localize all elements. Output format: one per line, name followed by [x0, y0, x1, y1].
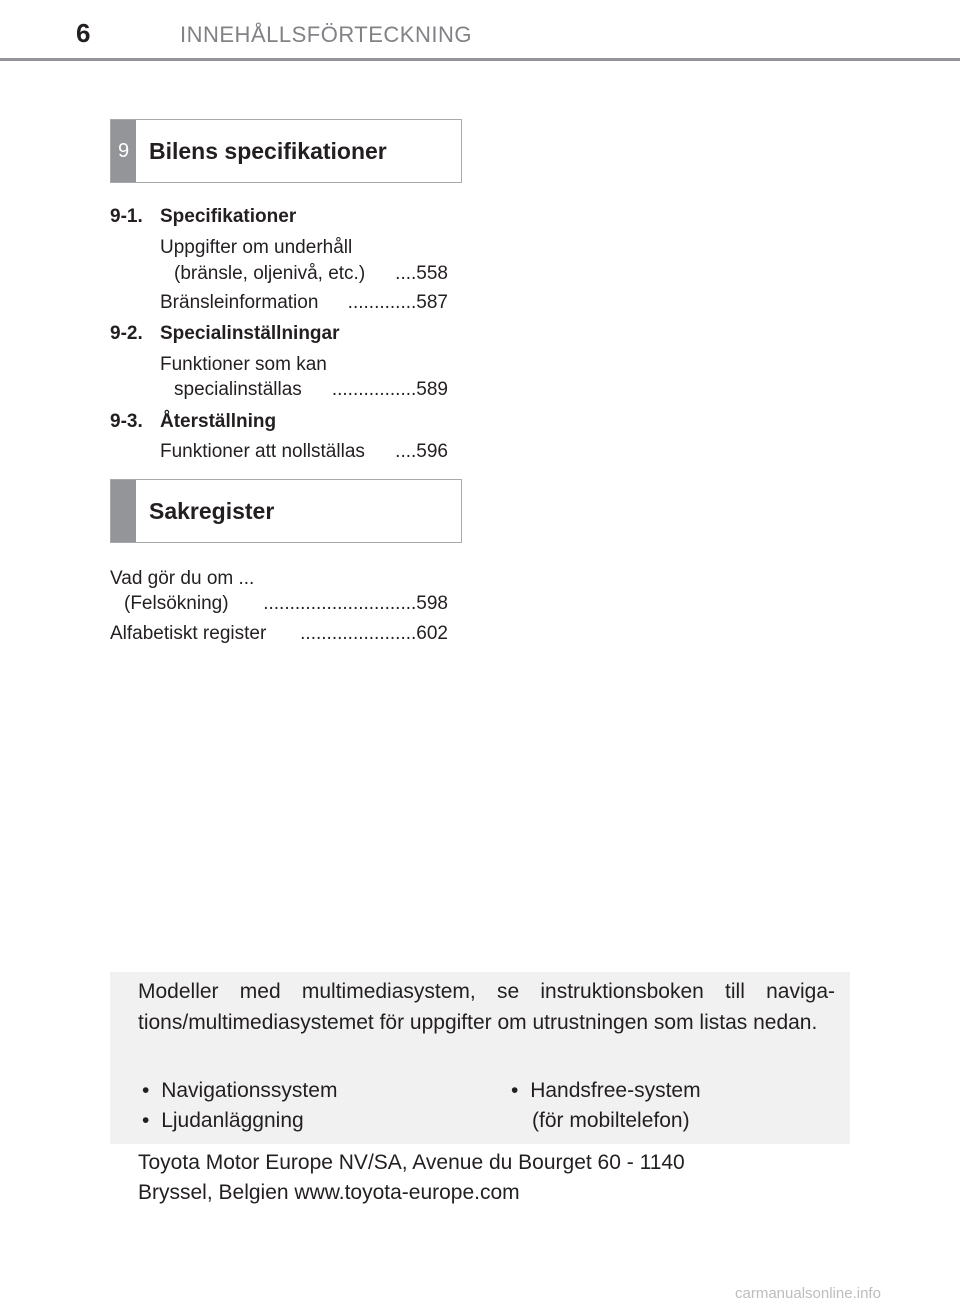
chapter-title: Specifikationer: [160, 206, 297, 227]
chapter-number: 9-1.: [110, 206, 143, 227]
chapter-title: Återställning: [160, 411, 277, 432]
toc-entry-text: specialinställas: [174, 379, 302, 400]
toc-entry-text: Funktioner att nollställas: [160, 441, 365, 462]
bullet-ljudanlaggning: [142, 1106, 304, 1136]
page-header: [0, 0, 960, 60]
header-rule: [0, 58, 960, 61]
toc-page-number: 596: [416, 441, 448, 462]
chapter-number: 9-2.: [110, 323, 143, 344]
bullet-text: Handsfree-system: [530, 1079, 701, 1102]
chapter-title: Specialinställningar: [160, 323, 340, 344]
chapter-9-3[interactable]: [110, 409, 460, 435]
section-tab: [111, 480, 136, 542]
toc-entry-text: Bränsleinformation: [160, 292, 319, 313]
toc-entry-line1: Vad gör du om ...: [110, 568, 255, 589]
section-number-tab: 9: [111, 120, 136, 182]
info-text: Modeller med multimediasystem, se instruktionsboken till naviga-tions/multimediasystemet för uppgifter om utrustningen som listas nedan.: [138, 980, 835, 1034]
toc-page-number: 602: [416, 623, 448, 644]
toc-page-number: 589: [416, 379, 448, 400]
toc-entry-line1: Funktioner som kan: [160, 354, 327, 375]
leader-dots: ......................: [300, 623, 417, 644]
bullet-mark: •: [511, 1079, 519, 1102]
leader-dots: ....: [395, 441, 417, 462]
index-heading: [110, 479, 462, 543]
bullet-text: Navigationssystem: [161, 1079, 338, 1102]
section-9-heading: [110, 119, 462, 183]
address-line-2: Bryssel, Belgien www.toyota-europe.com: [138, 1181, 520, 1204]
bullet-mark: •: [142, 1079, 150, 1102]
toc-entry-text: (Felsökning): [124, 593, 229, 614]
bullet-text: Ljudanläggning: [161, 1109, 304, 1132]
toc-entry-line1: Uppgifter om underhåll: [160, 237, 353, 258]
bullet-navigationssystem: [142, 1076, 337, 1106]
bullet-mark: •: [142, 1109, 150, 1132]
toc-entry-specialinstallas[interactable]: [174, 377, 448, 403]
toc-page-number: 558: [416, 263, 448, 284]
leader-dots: .............................: [263, 593, 417, 614]
info-box: [110, 972, 850, 1144]
page-number: 6: [76, 18, 91, 48]
publisher-address: [138, 1148, 685, 1208]
bullet-continuation: (för mobiltelefon): [532, 1109, 690, 1132]
toc-page-number: 587: [416, 292, 448, 313]
toc-entry-uppgifter[interactable]: [174, 261, 448, 287]
leader-dots: .............: [347, 292, 417, 313]
section-title: Bilens specifikationer: [149, 138, 387, 164]
toc-entry-nollstallas[interactable]: [160, 439, 448, 465]
toc-page-number: 598: [416, 593, 448, 614]
watermark: carmanualsonline.info: [735, 1285, 881, 1302]
section-title: Sakregister: [149, 498, 275, 524]
toc-entry-felsokning[interactable]: [124, 591, 448, 617]
toc-entry-alfabetiskt-register[interactable]: [110, 621, 448, 647]
toc-entry-text: Alfabetiskt register: [110, 623, 267, 644]
address-line-1: Toyota Motor Europe NV/SA, Avenue du Bourget 60 - 1140: [138, 1151, 685, 1174]
toc-entry-bransleinformation[interactable]: [160, 290, 448, 316]
bullet-handsfree-system: [511, 1076, 701, 1106]
header-title: INNEHÅLLSFÖRTECKNING: [180, 22, 472, 47]
leader-dots: ................: [331, 379, 417, 400]
chapter-9-1[interactable]: [110, 204, 460, 230]
chapter-9-2[interactable]: [110, 321, 460, 347]
chapter-number: 9-3.: [110, 411, 143, 432]
toc-entry-text: (bränsle, oljenivå, etc.): [174, 263, 366, 284]
leader-dots: ....: [395, 263, 417, 284]
